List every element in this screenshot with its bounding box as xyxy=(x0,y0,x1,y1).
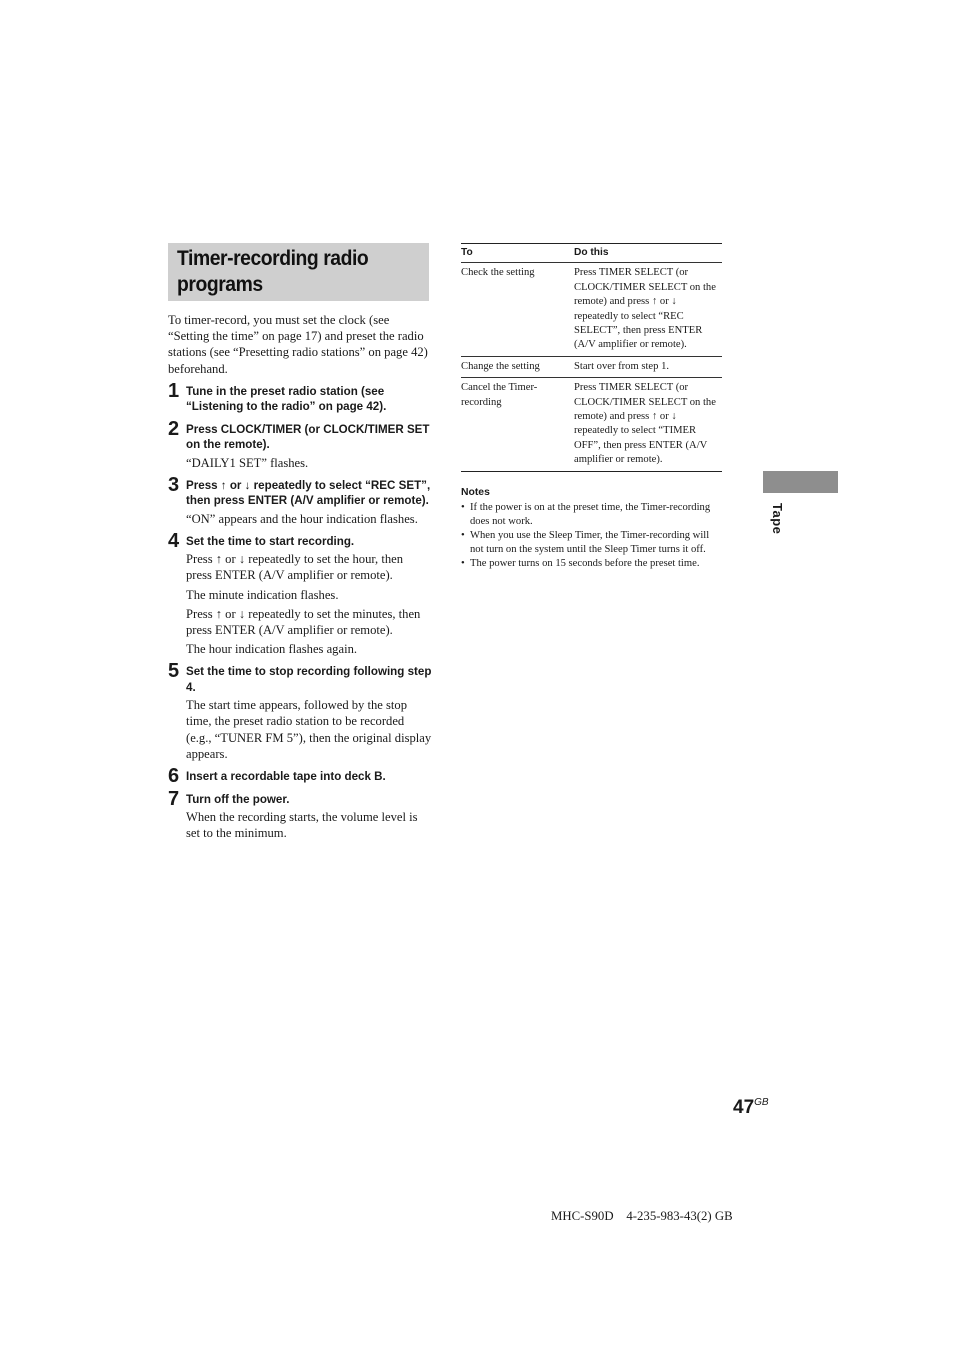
step-number: 6 xyxy=(168,765,180,788)
step-item xyxy=(168,787,432,842)
notes-section xyxy=(461,487,723,572)
step-title: Set the time to start recording. xyxy=(186,534,355,548)
table-cell-instruction: Press TIMER SELECT (or CLOCK/TIMER SELECT on the remote) and press ↑ or ↓ repeatedly to select “REC SELECT”, then press ENTER (A/V amplifier or remote). xyxy=(574,263,722,356)
table-cell-action: Check the setting xyxy=(461,263,574,356)
step-item xyxy=(168,380,432,415)
step-title: Tune in the preset radio station (see “Listening to the radio” on page 42). xyxy=(186,385,387,414)
step-item xyxy=(168,529,432,658)
step-title: Insert a recordable tape into deck B. xyxy=(186,770,386,784)
section-title-box xyxy=(168,243,429,301)
note-item: • If the power is on at the preset time, the Timer-recording does not work. xyxy=(461,501,723,528)
footer-model-code: MHC-S90D 4-235-983-43(2) GB xyxy=(551,1209,733,1223)
step-body-text: “ON” appears and the hour indication flashes. xyxy=(186,511,418,526)
table-cell-action: Change the setting xyxy=(461,356,574,377)
settings-table xyxy=(461,243,722,472)
step-body-text: Press ↑ or ↓ repeatedly to set the minutes, then press ENTER (A/V amplifier or remote). xyxy=(186,606,421,638)
step-body-text: The minute indication flashes. xyxy=(186,587,339,602)
step-number: 4 xyxy=(168,529,180,552)
step-item xyxy=(168,473,432,527)
step-body-text: When the recording starts, the volume level is set to the minimum. xyxy=(186,809,418,841)
note-item: • The power turns on 15 seconds before the preset time. xyxy=(461,557,723,571)
table-row xyxy=(461,356,722,377)
step-title: Press CLOCK/TIMER (or CLOCK/TIMER SET on the remote). xyxy=(186,422,430,452)
table-row xyxy=(461,263,722,356)
table-row xyxy=(461,378,722,471)
step-body-text: Press ↑ or ↓ repeatedly to set the hour, then press ENTER (A/V amplifier or remote). xyxy=(186,552,404,583)
steps-list xyxy=(168,380,432,848)
table-header-do-this: Do this xyxy=(574,244,722,263)
page-number xyxy=(733,1097,769,1119)
note-item: • When you use the Sleep Timer, the Timer-recording will not turn on the system until the Sleep Timer turns it off. xyxy=(461,529,723,556)
step-item xyxy=(168,660,432,762)
step-number: 7 xyxy=(168,787,180,810)
page-number-value: 47 xyxy=(733,1097,755,1118)
table-cell-instruction: Press TIMER SELECT (or CLOCK/TIMER SELECT on the remote) and press ↑ or ↓ repeatedly to select “TIMER OFF”, then press ENTER (A/V amplifier or remote). xyxy=(574,378,722,471)
table-cell-action: Cancel the Timer-recording xyxy=(461,378,574,471)
section-side-tab xyxy=(763,471,838,493)
step-title: Set the time to stop recording following step 4. xyxy=(186,665,432,694)
intro-paragraph: To timer-record, you must set the clock (see “Setting the time” on page 17) and preset the radio stations (see “Presetting radio stations” on page 42) beforehand. xyxy=(168,313,428,376)
step-item xyxy=(168,765,432,788)
section-side-label: Tape xyxy=(770,503,785,535)
step-body-text: “DAILY1 SET” flashes. xyxy=(186,455,309,470)
step-number: 1 xyxy=(168,380,180,402)
step-title: Turn off the power. xyxy=(186,792,290,806)
table-header-row xyxy=(461,244,722,263)
step-body-text: The hour indication flashes again. xyxy=(186,642,358,657)
settings-table-wrap xyxy=(461,243,722,472)
notes-title: Notes xyxy=(461,487,490,498)
step-body-text: The start time appears, followed by the stop time, the preset radio station to be recorded (e.g., “TUNER FM 5”), then the original display appears. xyxy=(186,698,432,761)
table-cell-instruction: Start over from step 1. xyxy=(574,356,722,377)
page-number-suffix: GB xyxy=(754,1097,769,1108)
step-number: 5 xyxy=(168,660,180,683)
step-number: 2 xyxy=(168,417,180,440)
notes-list xyxy=(461,501,723,571)
step-item xyxy=(168,417,432,471)
step-title: Press ↑ or ↓ repeatedly to select “REC SET”, then press ENTER (A/V amplifier or remote). xyxy=(186,478,431,508)
step-number: 3 xyxy=(168,473,180,496)
section-title: Timer-recording radio programs xyxy=(177,246,369,296)
table-header-to: To xyxy=(461,244,574,263)
